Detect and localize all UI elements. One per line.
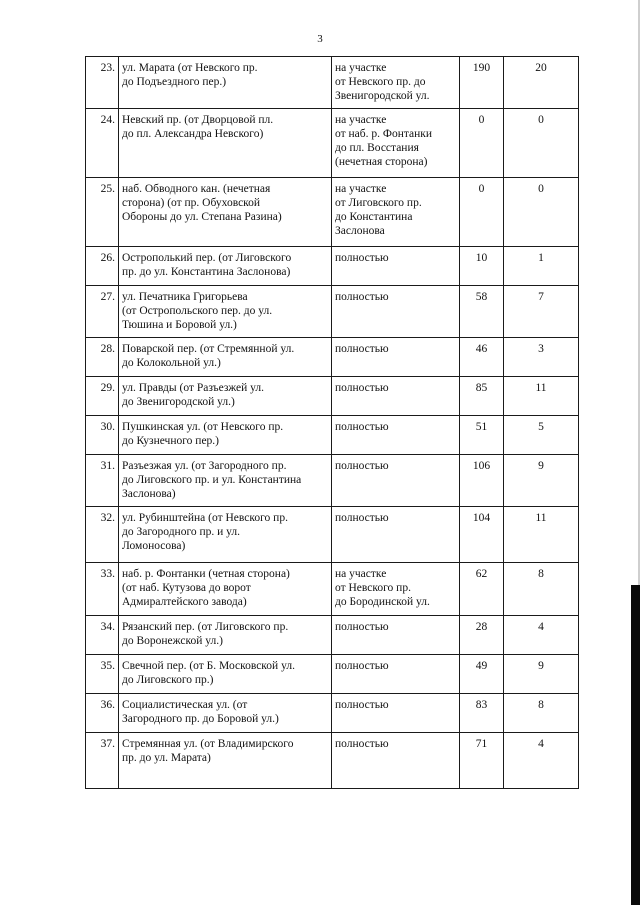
value-1: 0 xyxy=(460,178,504,247)
row-number: 30. xyxy=(86,416,119,455)
street-section: на участке от наб. р. Фонтанки до пл. Восстания (нечетная сторона) xyxy=(332,109,460,178)
street-section: полностью xyxy=(332,286,460,338)
value-2: 7 xyxy=(504,286,579,338)
row-number: 34. xyxy=(86,616,119,655)
streets-table-body xyxy=(86,57,579,789)
street-section: полностью xyxy=(332,733,460,789)
row-number: 31. xyxy=(86,455,119,507)
page-number: 3 xyxy=(317,33,323,45)
value-1: 10 xyxy=(460,247,504,286)
value-2: 9 xyxy=(504,655,579,694)
row-number: 27. xyxy=(86,286,119,338)
value-1: 106 xyxy=(460,455,504,507)
value-1: 83 xyxy=(460,694,504,733)
value-1: 104 xyxy=(460,507,504,563)
street-section: полностью xyxy=(332,507,460,563)
street-name: Свечной пер. (от Б. Московской ул. до Лиговского пр.) xyxy=(119,655,332,694)
street-section: на участке от Невского пр. до Бородинской ул. xyxy=(332,563,460,616)
table-row xyxy=(86,416,579,455)
table-row xyxy=(86,109,579,178)
street-section: полностью xyxy=(332,377,460,416)
value-2: 4 xyxy=(504,733,579,789)
value-2: 9 xyxy=(504,455,579,507)
row-number: 28. xyxy=(86,338,119,377)
table-row xyxy=(86,178,579,247)
street-name: наб. Обводного кан. (нечетная сторона) (от пр. Обуховской Обороны до ул. Степана Разина) xyxy=(119,178,332,247)
table-row xyxy=(86,57,579,109)
street-name: ул. Марата (от Невского пр. до Подъездного пер.) xyxy=(119,57,332,109)
value-1: 85 xyxy=(460,377,504,416)
street-name: Пушкинская ул. (от Невского пр. до Кузнечного пер.) xyxy=(119,416,332,455)
street-section: полностью xyxy=(332,655,460,694)
street-name: ул. Рубинштейна (от Невского пр. до Загородного пр. и ул. Ломоносова) xyxy=(119,507,332,563)
table-row xyxy=(86,247,579,286)
street-name: Острополький пер. (от Лиговского пр. до ул. Константина Заслонова) xyxy=(119,247,332,286)
value-2: 11 xyxy=(504,507,579,563)
row-number: 36. xyxy=(86,694,119,733)
value-2: 5 xyxy=(504,416,579,455)
value-2: 8 xyxy=(504,694,579,733)
table-row xyxy=(86,694,579,733)
table-row xyxy=(86,507,579,563)
street-section: полностью xyxy=(332,416,460,455)
value-1: 190 xyxy=(460,57,504,109)
value-2: 3 xyxy=(504,338,579,377)
row-number: 26. xyxy=(86,247,119,286)
value-1: 46 xyxy=(460,338,504,377)
table-row xyxy=(86,733,579,789)
value-2: 1 xyxy=(504,247,579,286)
street-section: полностью xyxy=(332,247,460,286)
value-2: 4 xyxy=(504,616,579,655)
table-row xyxy=(86,338,579,377)
street-section: на участке от Лиговского пр. до Константина Заслонова xyxy=(332,178,460,247)
row-number: 32. xyxy=(86,507,119,563)
row-number: 35. xyxy=(86,655,119,694)
street-name: Стремянная ул. (от Владимирского пр. до ул. Марата) xyxy=(119,733,332,789)
street-section: полностью xyxy=(332,338,460,377)
streets-table xyxy=(85,56,579,789)
row-number: 23. xyxy=(86,57,119,109)
value-2: 0 xyxy=(504,178,579,247)
street-name: Поварской пер. (от Стремянной ул. до Колокольной ул.) xyxy=(119,338,332,377)
value-2: 0 xyxy=(504,109,579,178)
table-row xyxy=(86,377,579,416)
street-section: полностью xyxy=(332,455,460,507)
table-row xyxy=(86,455,579,507)
row-number: 33. xyxy=(86,563,119,616)
value-2: 11 xyxy=(504,377,579,416)
value-1: 28 xyxy=(460,616,504,655)
street-section: на участке от Невского пр. до Звенигородской ул. xyxy=(332,57,460,109)
value-1: 49 xyxy=(460,655,504,694)
street-name: Невский пр. (от Дворцовой пл. до пл. Александра Невского) xyxy=(119,109,332,178)
street-name: Рязанский пер. (от Лиговского пр. до Воронежской ул.) xyxy=(119,616,332,655)
row-number: 25. xyxy=(86,178,119,247)
value-1: 62 xyxy=(460,563,504,616)
value-1: 71 xyxy=(460,733,504,789)
street-section: полностью xyxy=(332,616,460,655)
street-section: полностью xyxy=(332,694,460,733)
street-name: ул. Печатника Григорьева (от Остропольского пер. до ул. Тюшина и Боровой ул.) xyxy=(119,286,332,338)
row-number: 24. xyxy=(86,109,119,178)
value-1: 0 xyxy=(460,109,504,178)
value-2: 8 xyxy=(504,563,579,616)
street-name: Социалистическая ул. (от Загородного пр. до Боровой ул.) xyxy=(119,694,332,733)
value-1: 58 xyxy=(460,286,504,338)
value-1: 51 xyxy=(460,416,504,455)
row-number: 29. xyxy=(86,377,119,416)
table-row xyxy=(86,616,579,655)
street-name: наб. р. Фонтанки (четная сторона) (от наб. Кутузова до ворот Адмиралтейского завода) xyxy=(119,563,332,616)
street-name: Разъезжая ул. (от Загородного пр. до Лиговского пр. и ул. Константина Заслонова) xyxy=(119,455,332,507)
table-row xyxy=(86,563,579,616)
row-number: 37. xyxy=(86,733,119,789)
table-row xyxy=(86,655,579,694)
table-row xyxy=(86,286,579,338)
scan-edge-dark-strip xyxy=(631,585,640,905)
value-2: 20 xyxy=(504,57,579,109)
street-name: ул. Правды (от Разъезжей ул. до Звенигородской ул.) xyxy=(119,377,332,416)
